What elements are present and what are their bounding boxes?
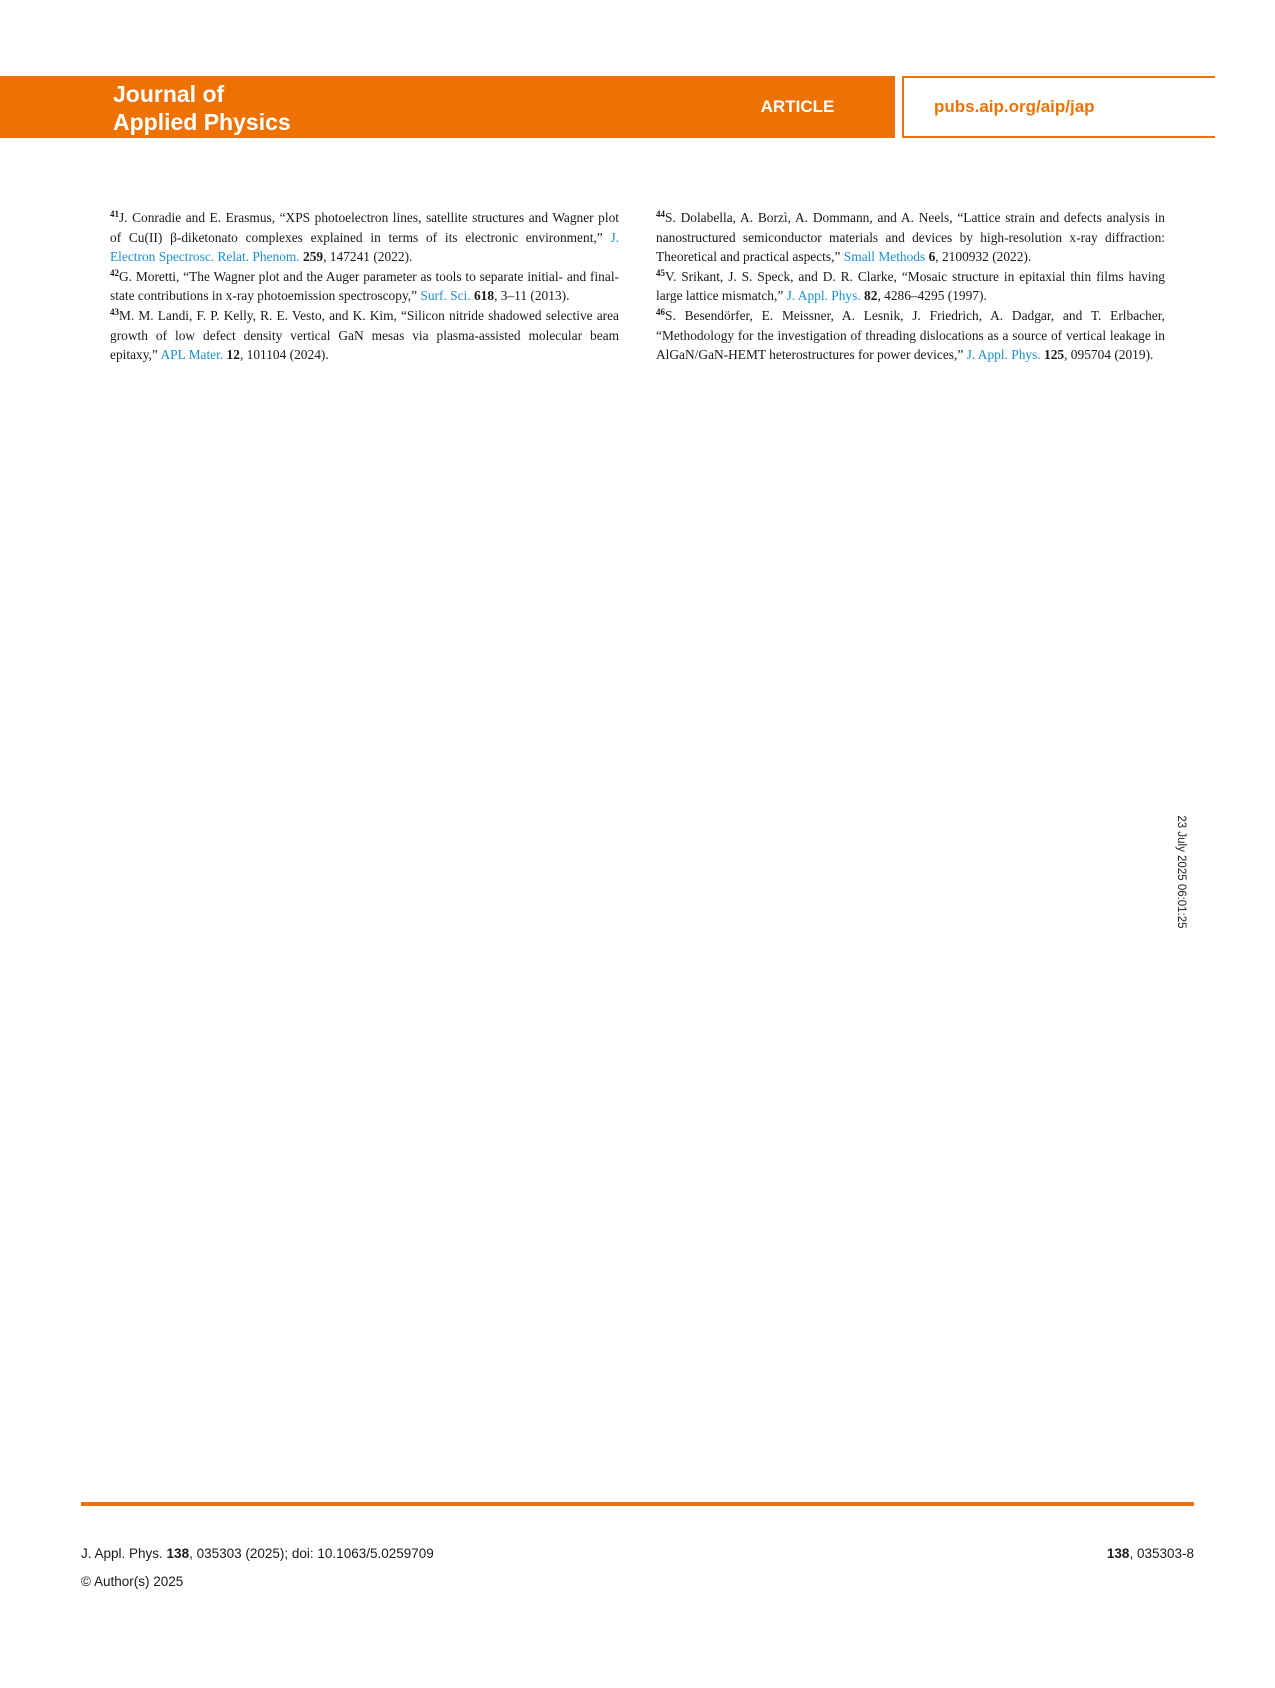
reference-journal-link[interactable]: J. Electron Spectrosc. Relat. Phenom. [110, 229, 619, 265]
reference-pages: , 147241 (2022). [323, 249, 413, 265]
reference-pages: , 3–11 (2013). [494, 288, 570, 304]
reference-number: 41 [110, 209, 119, 219]
reference-pages: , 4286–4295 (1997). [877, 288, 987, 304]
reference-text: M. M. Landi, F. P. Kelly, R. E. Vesto, and K. Kim, “Silicon nitride shadowed selective area growth of low defect density vertical GaN mesas via plasma-assisted molecular beam epitaxy,” [110, 307, 619, 363]
footer-page-volume: 138 [1106, 1546, 1130, 1561]
reference-text: S. Besendörfer, E. Meissner, A. Lesnik, J. Friedrich, A. Dadgar, and T. Erlbacher, “Methodology for the investigation of threading dislocations as a source of vertical leakage in AlGaN/GaN-HEMT heterostructures for power devices,” [656, 307, 1165, 363]
footer-divider [81, 1502, 1194, 1506]
reference-pages: , 095704 (2019). [1064, 347, 1154, 363]
reference-volume: 259 [303, 249, 324, 265]
reference-item [656, 267, 1165, 306]
reference-number: 42 [110, 267, 119, 278]
journal-url-link[interactable]: pubs.aip.org/aip/jap [934, 97, 1095, 116]
footer-journal-abbrev: J. Appl. Phys. [81, 1546, 167, 1561]
article-type-label: ARTICLE [760, 97, 835, 116]
reference-item [656, 306, 1165, 365]
reference-journal-link[interactable]: APL Mater. [160, 347, 224, 363]
reference-item [110, 306, 619, 365]
footer-citation [81, 1546, 434, 1561]
reference-pages: , 101104 (2024). [239, 347, 329, 363]
reference-volume: 618 [473, 288, 495, 304]
reference-volume: 6 [928, 249, 936, 265]
reference-number: 45 [656, 267, 665, 278]
reference-volume: 12 [226, 347, 240, 363]
journal-title-line2: Applied Physics [113, 109, 291, 135]
reference-journal-link[interactable]: J. Appl. Phys. [786, 288, 861, 304]
reference-journal-link[interactable]: J. Appl. Phys. [966, 347, 1041, 363]
journal-url-box[interactable] [902, 76, 1215, 138]
references-right-column [656, 208, 1165, 365]
reference-item [656, 208, 1165, 267]
reference-volume: 82 [864, 288, 878, 304]
reference-journal-link[interactable]: Small Methods [843, 249, 926, 265]
footer-page-number [1107, 1546, 1194, 1561]
reference-number: 46 [656, 306, 665, 317]
references-left-column [110, 208, 619, 365]
footer-doi: , 035303 (2025); doi: 10.1063/5.0259709 [189, 1546, 434, 1561]
reference-text: S. Dolabella, A. Borzì, A. Dommann, and A. Neels, “Lattice strain and defects analysis in nanostructured semiconductor materials and devices by high-resolution x-ray diffraction: Theoretical and practical aspects,” [656, 210, 1165, 265]
reference-number: 43 [110, 306, 119, 317]
reference-item [110, 208, 619, 267]
reference-text: V. Srikant, J. S. Speck, and D. R. Clarke, “Mosaic structure in epitaxial thin films having large lattice mismatch,” [656, 268, 1165, 304]
download-timestamp: 23 July 2025 06:01:25 [1175, 815, 1187, 929]
footer-page-id: , 035303-8 [1129, 1546, 1194, 1561]
footer-volume: 138 [166, 1546, 190, 1561]
journal-title-line1: Journal of [113, 81, 225, 107]
reference-journal-link[interactable]: Surf. Sci. [420, 288, 471, 304]
reference-pages: , 2100932 (2022). [935, 249, 1032, 265]
reference-item [110, 267, 619, 306]
reference-number: 44 [656, 209, 665, 219]
reference-text: G. Moretti, “The Wagner plot and the Auger parameter as tools to separate initial- and final-state contributions in x-ray photoemission spectroscopy,” [110, 268, 619, 304]
journal-title [113, 80, 291, 136]
reference-text: J. Conradie and E. Erasmus, “XPS photoelectron lines, satellite structures and Wagner plot of Cu(II) β-diketonato complexes explained in terms of its electronic environment,” [110, 210, 619, 245]
footer-copyright: © Author(s) 2025 [81, 1574, 184, 1589]
reference-volume: 125 [1044, 347, 1065, 363]
